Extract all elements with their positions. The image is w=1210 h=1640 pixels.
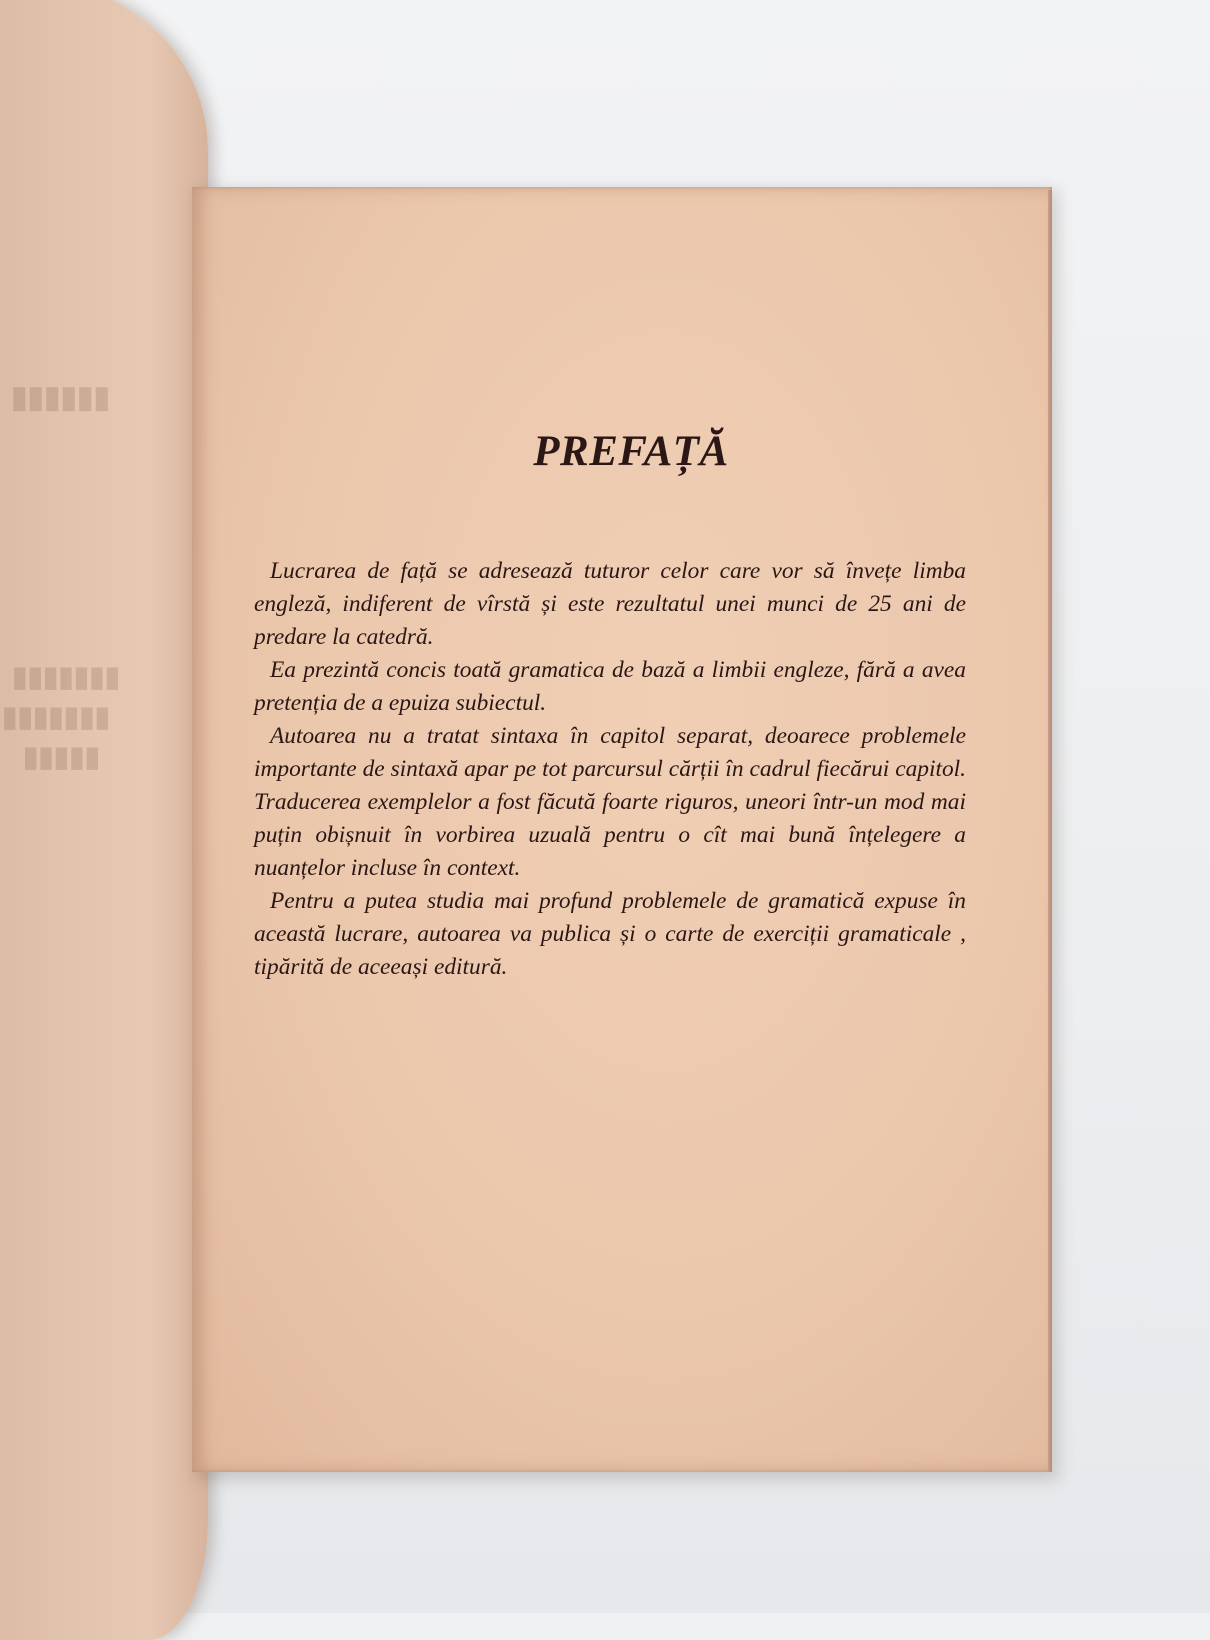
page-edge (1048, 190, 1052, 1472)
page-title: PREFAȚĂ (533, 428, 729, 475)
book-page (192, 187, 1052, 1472)
preface-body (254, 555, 966, 984)
bleed-through-graphic: ▮▮▮▮▮▮ ▮▮▮▮▮▮▮ ▮▮▮▮▮▮▮ ▮▮▮▮▮ (2, 381, 120, 772)
facing-page-left (0, 0, 208, 1640)
paragraph-3: Autoarea nu a tratat sintaxa în capitol separat, deoarece problemele importante de sintaxă apar pe tot parcursul cărții în cadrul fiecărui capitol. Traducerea exemplelor a fost făcută foarte riguros, uneori într-un mod mai puțin obișnuit în vorbirea uzuală pentru o cît mai bună înțelegere a nuanțelor incluse în context. (254, 723, 966, 881)
paragraph-4: Pentru a putea studia mai profund problemele de gramatică expuse în această lucrare, autoarea va publica și o carte de exerciții gramaticale , tipărită de aceeași editură. (254, 888, 966, 980)
paragraph-1: Lucrarea de față se adresează tuturor celor care vor să învețe limba engleză, indiferent de vîrstă și este rezultatul unei munci de 25 ani de predare la catedră. (254, 558, 966, 650)
paragraph-2: Ea prezintă concis toată gramatica de bază a limbii engleze, fără a avea pretenția de a epuiza subiectul. (254, 657, 966, 716)
